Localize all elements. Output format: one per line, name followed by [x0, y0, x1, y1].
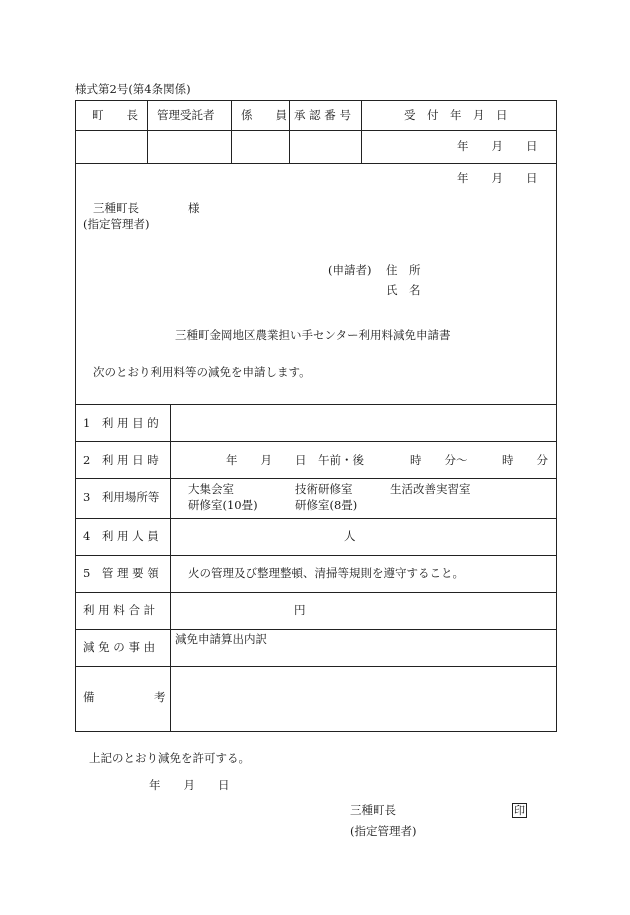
- header-staff: 係 員: [241, 108, 287, 122]
- header-mayor: 町 長: [92, 108, 138, 122]
- header-manager: 管理受託者: [157, 108, 215, 122]
- application-statement: 次のとおり利用料等の減免を申請します。: [93, 365, 311, 379]
- purpose-label: 1 利 用 目 的: [83, 416, 159, 430]
- divider: [170, 404, 171, 732]
- application-date: 年 月 日: [457, 171, 538, 185]
- total-fee-label: 利 用 料 合 計: [83, 603, 156, 617]
- place-option-room-8: 研修室(8畳): [295, 498, 358, 512]
- people-label: 4 利 用 人 員: [83, 529, 159, 543]
- place-option-room-10: 研修室(10畳): [188, 498, 258, 512]
- addressee-sub: (指定管理者): [83, 217, 150, 231]
- divider: [75, 592, 557, 593]
- divider: [289, 100, 290, 163]
- form-number-label: 様式第2号(第4条関係): [75, 82, 191, 96]
- place-option-kitchen: 生活改善実習室: [390, 482, 471, 496]
- receipt-date-placeholder: 年 月 日: [457, 139, 538, 153]
- rules-value: 火の管理及び整理整頓、清掃等規則を遵守すること。: [188, 566, 464, 580]
- addressee-honorific: 様: [188, 201, 200, 215]
- divider: [75, 404, 557, 405]
- divider: [147, 100, 148, 163]
- divider: [75, 629, 557, 630]
- divider: [361, 100, 362, 163]
- document-title: 三種町金岡地区農業担い手センター利用料減免申請書: [175, 328, 451, 342]
- remarks-label-right: 考: [154, 690, 166, 704]
- divider: [75, 478, 557, 479]
- permission-signer-sub: (指定管理者): [350, 824, 417, 838]
- people-unit: 人: [344, 529, 356, 543]
- reason-label: 減 免 の 事 由: [83, 640, 156, 654]
- divider: [231, 100, 232, 163]
- datetime-label: 2 利 用 日 時: [83, 453, 159, 467]
- place-option-tech-room: 技術研修室: [295, 482, 353, 496]
- divider: [75, 163, 557, 164]
- divider: [75, 666, 557, 667]
- addressee: 三種町長: [93, 201, 139, 215]
- applicant-label: (申請者): [328, 263, 372, 277]
- address-label: 住 所: [386, 263, 421, 277]
- divider: [75, 441, 557, 442]
- permission-statement: 上記のとおり減免を許可する。: [89, 751, 250, 765]
- seal-mark: 印: [514, 804, 525, 817]
- total-fee-unit: 円: [294, 603, 306, 617]
- header-approval-number: 承 認 番 号: [294, 108, 351, 122]
- divider: [75, 518, 557, 519]
- place-option-large-hall: 大集会室: [188, 482, 234, 496]
- datetime-value: 年 月 日 午前・後 時 分～ 時 分: [226, 453, 548, 467]
- header-receipt-date: 受 付 年 月 日: [404, 108, 508, 122]
- permission-signer: 三種町長: [350, 803, 396, 817]
- place-label: 3 利用場所等: [83, 490, 160, 504]
- reason-value: 減免申請算出内訳: [175, 632, 267, 646]
- rules-label: 5 管 理 要 領: [83, 566, 159, 580]
- permission-date: 年 月 日: [149, 778, 230, 792]
- remarks-label-left: 備: [83, 690, 95, 704]
- name-label: 氏 名: [386, 283, 421, 297]
- divider: [75, 555, 557, 556]
